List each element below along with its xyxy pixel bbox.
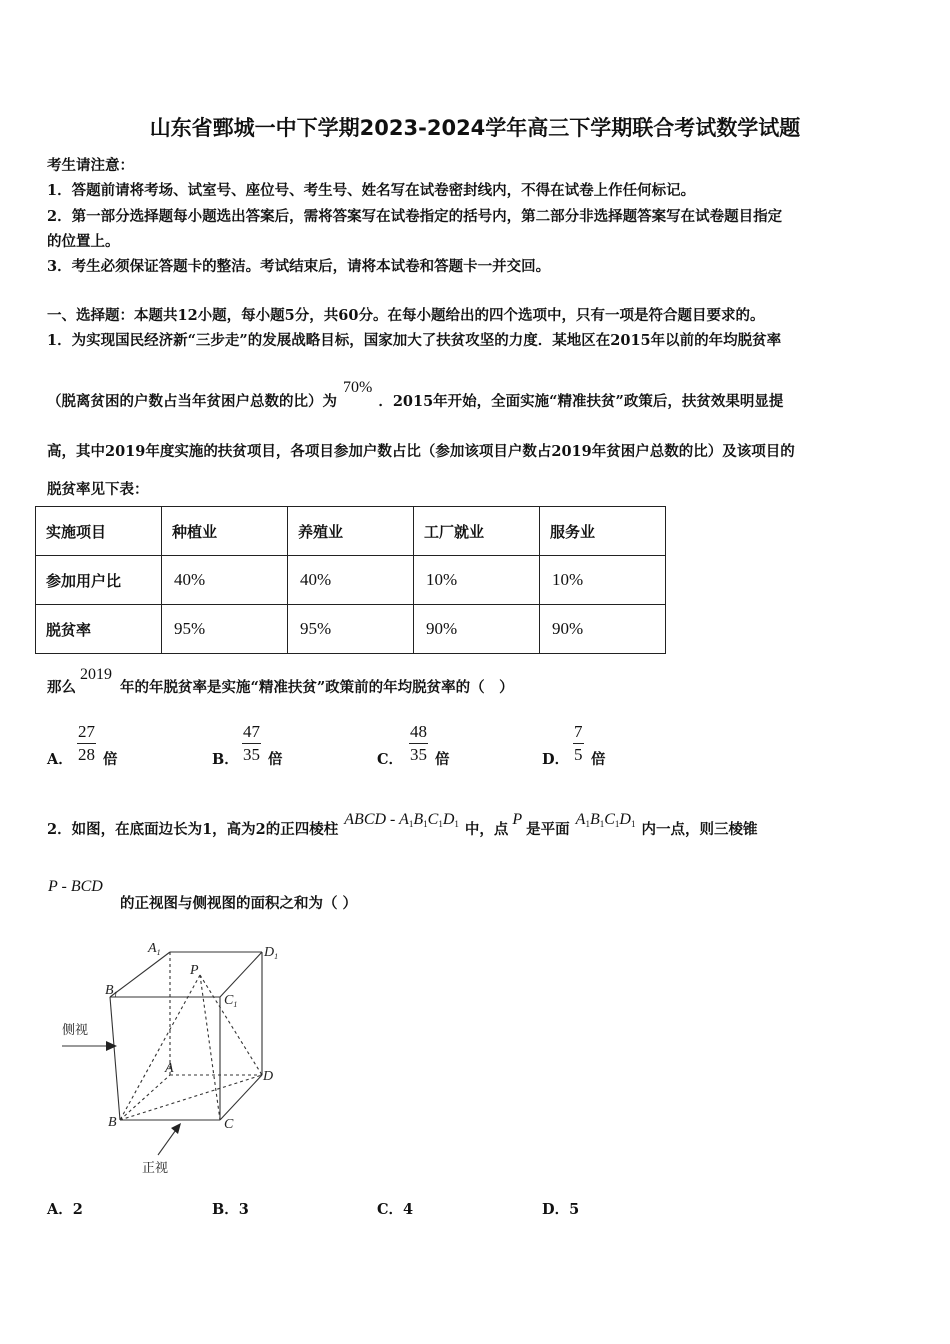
q1-line1: 1．为实现国民经济新“三步走”的发展战略目标，国家加大了扶贫攻坚的力度．某地区在2015年以前的年均脱贫率 (47, 332, 782, 349)
edge-b1-a1 (110, 952, 170, 997)
table-cell: 40% (162, 556, 288, 605)
q1-option-d-label[interactable]: D． (542, 751, 570, 768)
q2-text-a: 2．如图，在底面边长为1，高为2的正四棱柱 (47, 821, 339, 838)
plane-a: A (575, 811, 586, 828)
page-title: 山东省鄄城一中下学期2023-2024学年高三下学期联合考试数学试题 (149, 116, 801, 140)
q1-table (35, 506, 666, 654)
q2-text-d: 内一点，则三棱锥 (641, 821, 758, 838)
q1-option-c-fraction[interactable] (409, 722, 428, 765)
table-row (36, 605, 666, 654)
label-a: A (165, 1061, 174, 1076)
fraction-numerator: 7 (573, 722, 584, 744)
table-cell: 养殖业 (288, 507, 414, 556)
q2-plane (570, 811, 642, 828)
label-p: P (190, 963, 199, 978)
label-d1: $D_1$ (264, 945, 279, 961)
q1-option-a-label[interactable]: A． (47, 751, 73, 768)
prism-sub: 1 (423, 819, 428, 829)
section-heading: 一、选择题：本题共12小题，每小题5分，共60分。在每小题给出的四个选项中，只有一项是符合题目要求的。 (47, 307, 765, 324)
fraction-denominator: 35 (410, 745, 427, 764)
fraction-denominator: 35 (243, 745, 260, 764)
side-arrow-head (106, 1041, 117, 1051)
q1-option-b-label[interactable]: B． (212, 751, 239, 768)
front-view-label: 正视 (142, 1161, 169, 1176)
label-a1: $A_1$ (148, 941, 161, 957)
q2-option-d[interactable]: D．5 (542, 1201, 580, 1218)
label-b: B (108, 1115, 117, 1130)
label-c1: $C_1$ (224, 993, 238, 1009)
table-cell: 10% (414, 556, 540, 605)
table-cell: 脱贫率 (36, 605, 162, 654)
side-view-label: 侧视 (62, 1023, 89, 1038)
q1-ask-a: 那么 (47, 679, 76, 696)
prism-sub: 1 (438, 819, 443, 829)
q1-option-b-fraction[interactable] (242, 722, 261, 765)
table-cell: 95% (162, 605, 288, 654)
q1-option-c-unit: 倍 (435, 751, 450, 768)
plane-d: D (619, 811, 631, 828)
q1-line2 (47, 379, 784, 411)
q2-point-p: P (512, 811, 523, 828)
plane-sub: 1 (599, 819, 605, 829)
q1-rate: 70% (343, 379, 373, 396)
prism-b: B (413, 811, 424, 828)
prism-c: C (427, 811, 439, 828)
table-cell: 95% (288, 605, 414, 654)
plane-b: B (589, 811, 600, 828)
q1-option-d-fraction[interactable] (573, 722, 584, 765)
notice-item-3: 3．考生必须保证答题卡的整洁。考试结束后，请将本试卷和答题卡一并交回。 (47, 258, 551, 275)
fraction-denominator: 28 (78, 745, 95, 764)
edge-p-d (200, 975, 262, 1075)
q1-ask-b: 年的年脱贫率是实施“精准扶贫”政策前的年均脱贫率的（ ） (120, 679, 514, 696)
table-cell: 90% (540, 605, 666, 654)
q1-ask (47, 666, 514, 697)
prism-figure (50, 930, 310, 1180)
notice-item-2-cont: 的位置上。 (47, 233, 120, 250)
label-c: C (224, 1117, 234, 1132)
fraction-denominator: 5 (574, 745, 583, 764)
q1-line4: 脱贫率见下表： (47, 481, 149, 498)
edge-b-a (120, 1075, 170, 1120)
q2-pyramid: P - BCD (48, 878, 103, 895)
table-cell: 工厂就业 (414, 507, 540, 556)
q1-option-d-unit: 倍 (591, 751, 606, 768)
prism-main: ABCD - A (344, 811, 409, 828)
q2-text-b: 中，点 (464, 821, 509, 838)
plane-c: C (604, 811, 615, 828)
q2-line2: 的正视图与侧视图的面积之和为（ ） (120, 895, 358, 912)
plane-sub: 1 (614, 819, 620, 829)
q1-option-c-label[interactable]: C． (377, 751, 404, 768)
q1-ask-year: 2019 (80, 666, 112, 683)
table-row (36, 556, 666, 605)
label-d: D (263, 1069, 274, 1084)
fraction-numerator: 27 (77, 722, 96, 744)
edge-b1-b (110, 997, 120, 1120)
q1-line2-a: （脱离贫困的户数占当年贫困户总数的比）为 (47, 393, 337, 410)
edge-d1-c1 (220, 952, 262, 997)
fraction-numerator: 47 (242, 722, 261, 744)
table-cell: 实施项目 (36, 507, 162, 556)
q2-text-c: 是平面 (526, 821, 570, 838)
label-b1: $B_1$ (105, 983, 118, 999)
q1-option-a-unit: 倍 (103, 751, 118, 768)
table-cell: 服务业 (540, 507, 666, 556)
prism-sub: 1 (454, 819, 459, 829)
plane-sub: 1 (585, 819, 590, 829)
q2-option-a[interactable]: A．2 (47, 1201, 83, 1218)
q1-line3: 高，其中2019年度实施的扶贫项目，各项目参加户数占比（参加该项目户数占2019年贫困户总数的比）及该项目的 (47, 443, 795, 460)
notice-item-2: 2．第一部分选择题每小题选出答案后，需将答案写在试卷指定的括号内，第二部分非选择题答案写在试卷题目指定 (47, 208, 783, 225)
q1-option-b-unit: 倍 (268, 751, 283, 768)
table-cell: 10% (540, 556, 666, 605)
q2-option-c[interactable]: C．4 (377, 1201, 414, 1218)
q2-prism (338, 811, 465, 828)
front-arrow-head (171, 1123, 181, 1134)
fraction-numerator: 48 (409, 722, 428, 744)
plane-sub: 1 (630, 819, 636, 829)
q2-option-b[interactable]: B．3 (212, 1201, 249, 1218)
notice-item-1: 1．答题前请将考场、试室号、座位号、考生号、姓名写在试卷密封线内，不得在试卷上作任何标记。 (47, 182, 696, 199)
q1-line2-b: ．2015年开始，全面实施“精准扶贫”政策后，扶贫效果明显提 (378, 393, 784, 410)
table-row (36, 507, 666, 556)
table-cell: 种植业 (162, 507, 288, 556)
notice-heading: 考生请注意： (47, 157, 134, 174)
prism-sub: 1 (408, 819, 414, 829)
q2-line1 (47, 811, 758, 839)
table-cell: 40% (288, 556, 414, 605)
prism-d: D (442, 811, 455, 828)
q1-option-a-fraction[interactable] (77, 722, 96, 765)
table-cell: 参加用户比 (36, 556, 162, 605)
table-cell: 90% (414, 605, 540, 654)
